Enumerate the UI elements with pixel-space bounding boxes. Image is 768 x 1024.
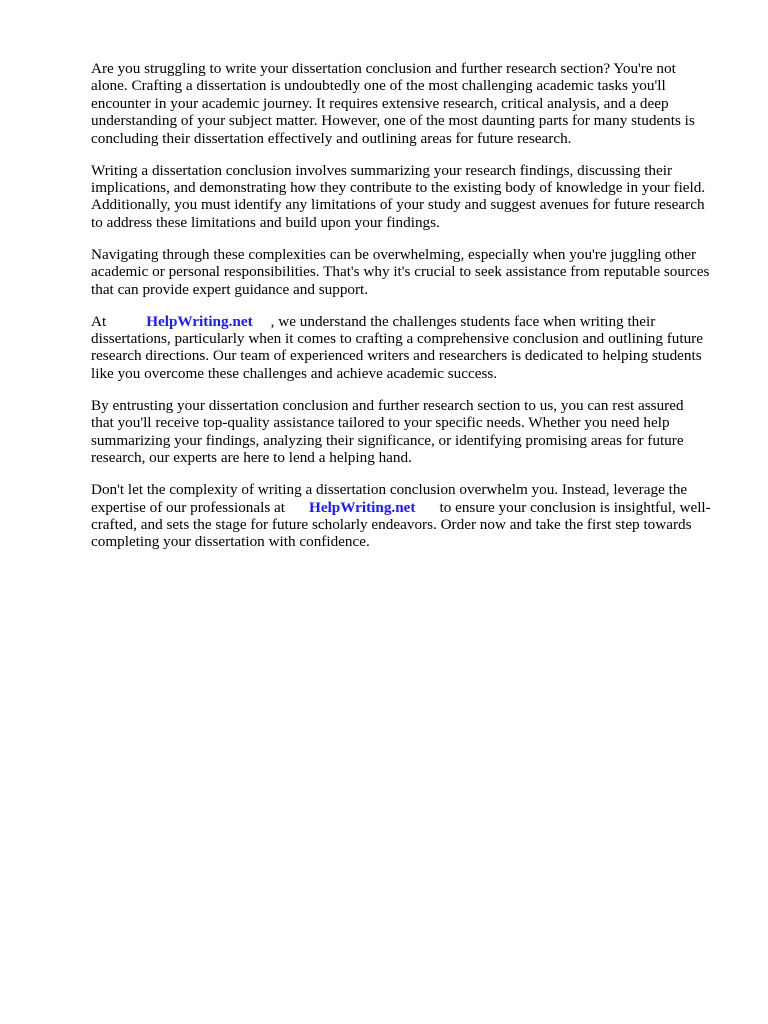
paragraph-text: Don't let the complexity of writing a dissertation conclusion overwhelm you. Instead, leverage the expertise of our professionals at bbox=[91, 481, 688, 516]
paragraph-helpwriting-intro bbox=[91, 313, 731, 383]
helpwriting-link[interactable]: HelpWriting.net bbox=[309, 498, 416, 516]
paragraph-conclusion-overview: Writing a dissertation conclusion involves summarizing your research findings, discussing their implications, and demonstrating how they contribute to the existing body of knowledge in your field. Additionally, you must identify any limitations of your study and suggest avenues for future research to address these limitations and build upon your findings. bbox=[91, 161, 706, 231]
paragraph-text: At bbox=[91, 312, 107, 330]
paragraph-text: to ensure your conclusion is insightful, well- crafted, and sets the stage for future scholarly endeavors. Order now and take the first step towards completing your dissertation with confidence. bbox=[91, 498, 711, 551]
paragraph-entrusting: By entrusting your dissertation conclusion and further research section to us, you can rest assured that you'll receive top-quality assistance tailored to your specific needs. Whether you need help summarizing your findings, analyzing their significance, or identifying promising areas for future research, our experts are here to lend a helping hand. bbox=[91, 396, 684, 467]
paragraph-text: , we understand the challenges students face when writing their dissertations, particularly when it comes to crafting a comprehensive conclusion and outlining future research directions. Our team of experienced writers and researchers is dedicated to helping students like you overcome these challenges and achieve academic success. bbox=[91, 312, 703, 382]
paragraph-intro: Are you struggling to write your dissertation conclusion and further research section? You're not alone. Crafting a dissertation is undoubtedly one of the most challenging academic tasks you'll encounter in your academic journey. It requires extensive research, critical analysis, and a deep understanding of your subject matter. However, one of the most daunting parts for many students is concluding their dissertation effectively and outlining areas for future research. bbox=[91, 60, 695, 147]
paragraph-complexities: Navigating through these complexities can be overwhelming, especially when you're juggling other academic or personal responsibilities. That's why it's crucial to seek assistance from reputable sources that can provide expert guidance and support. bbox=[91, 245, 710, 298]
document-page bbox=[91, 60, 731, 565]
paragraph-call-to-action bbox=[91, 481, 731, 551]
helpwriting-link[interactable]: HelpWriting.net bbox=[146, 312, 253, 330]
